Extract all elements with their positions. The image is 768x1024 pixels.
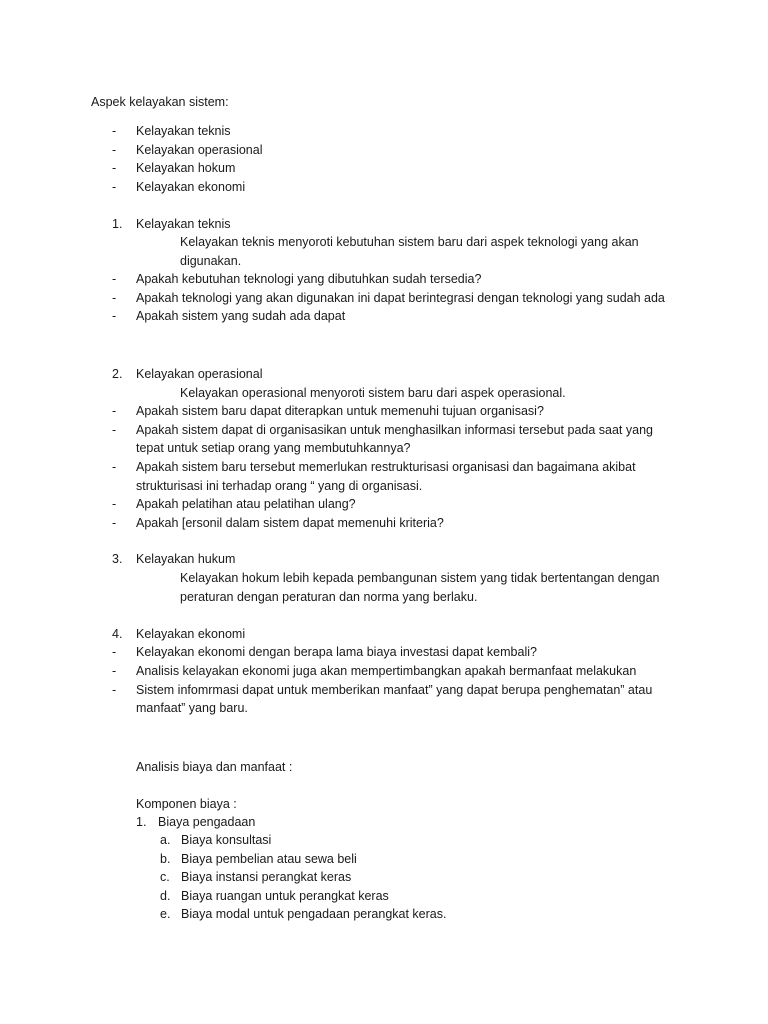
aspect-item: Kelayakan hokum [136, 161, 236, 175]
aspect-item: Kelayakan ekonomi [136, 180, 246, 194]
question-item-continuation: manfaat” yang baru. [136, 701, 248, 715]
procurement-item: Biaya ruangan untuk perangkat keras [181, 889, 389, 903]
section-description: Kelayakan operasional menyoroti sistem baru dari aspek operasional. [180, 386, 566, 400]
procurement-title: Biaya pengadaan [158, 815, 256, 829]
list-letter: e. [160, 907, 171, 921]
question-item: Kelayakan ekonomi dengan berapa lama biaya investasi dapat kembali? [136, 645, 537, 659]
list-letter: b. [160, 852, 171, 866]
question-item: Apakah kebutuhan teknologi yang dibutuhkan sudah tersedia? [136, 272, 482, 286]
section-title-ekonomi: Kelayakan ekonomi [136, 627, 246, 641]
bullet-marker: - [112, 497, 117, 511]
question-item: Apakah pelatihan atau pelatihan ulang? [136, 497, 356, 511]
procurement-item: Biaya modal untuk pengadaan perangkat keras. [181, 907, 447, 921]
question-item-continuation: strukturisasi ini terhadap orang “ yang di organisasi. [136, 479, 423, 493]
section-description: peraturan dengan peraturan dan norma yang berlaku. [180, 590, 478, 604]
question-item: Apakah sistem baru dapat diterapkan untuk memenuhi tujuan organisasi? [136, 404, 544, 418]
procurement-item: Biaya pembelian atau sewa beli [181, 852, 357, 866]
question-item: Apakah sistem baru tersebut memerlukan restrukturisasi organisasi dan bagaimana akibat [136, 460, 636, 474]
bullet-marker: - [112, 664, 117, 678]
bullet-marker: - [112, 124, 117, 138]
bullet-marker: - [112, 272, 117, 286]
question-item-continuation: tepat untuk setiap orang yang membutuhkannya? [136, 441, 411, 455]
bullet-marker: - [112, 683, 117, 697]
bullet-marker: - [112, 516, 117, 530]
question-item: Apakah teknologi yang akan digunakan ini dapat berintegrasi dengan teknologi yang sudah ada [136, 291, 665, 305]
bullet-marker: - [112, 423, 117, 437]
document-heading: Aspek kelayakan sistem: [91, 95, 229, 109]
question-item: Apakah [ersonil dalam sistem dapat memenuhi kriteria? [136, 516, 444, 530]
bullet-marker: - [112, 309, 117, 323]
list-letter: a. [160, 833, 171, 847]
cost-components-heading: Komponen biaya : [136, 797, 237, 811]
procurement-item: Biaya konsultasi [181, 833, 272, 847]
bullet-marker: - [112, 180, 117, 194]
question-item: Sistem infomrmasi dapat untuk memberikan manfaat” yang dapat berupa penghematan” atau [136, 683, 653, 697]
bullet-marker: - [112, 143, 117, 157]
section-title-operasional: Kelayakan operasional [136, 367, 263, 381]
section-description: digunakan. [180, 254, 242, 268]
question-item: Analisis kelayakan ekonomi juga akan mempertimbangkan apakah bermanfaat melakukan [136, 664, 637, 678]
bullet-marker: - [112, 404, 117, 418]
section-description: Kelayakan hokum lebih kepada pembangunan sistem yang tidak bertentangan dengan [180, 571, 660, 585]
section-number: 2. [112, 367, 123, 381]
bullet-marker: - [112, 645, 117, 659]
section-number: 1. [136, 815, 147, 829]
list-letter: d. [160, 889, 171, 903]
section-number: 1. [112, 217, 123, 231]
bullet-marker: - [112, 161, 117, 175]
aspect-item: Kelayakan teknis [136, 124, 231, 138]
list-letter: c. [160, 870, 170, 884]
bullet-marker: - [112, 291, 117, 305]
section-title-hukum: Kelayakan hukum [136, 552, 236, 566]
question-item: Apakah sistem yang sudah ada dapat [136, 309, 346, 323]
question-item: Apakah sistem dapat di organisasikan untuk menghasilkan informasi tersebut pada saat yang [136, 423, 653, 437]
aspect-item: Kelayakan operasional [136, 143, 263, 157]
section-description: Kelayakan teknis menyoroti kebutuhan sistem baru dari aspek teknologi yang akan [180, 235, 639, 249]
section-title-teknis: Kelayakan teknis [136, 217, 231, 231]
procurement-item: Biaya instansi perangkat keras [181, 870, 352, 884]
section-number: 4. [112, 627, 123, 641]
analysis-heading: Analisis biaya dan manfaat : [136, 760, 293, 774]
bullet-marker: - [112, 460, 117, 474]
section-number: 3. [112, 552, 123, 566]
